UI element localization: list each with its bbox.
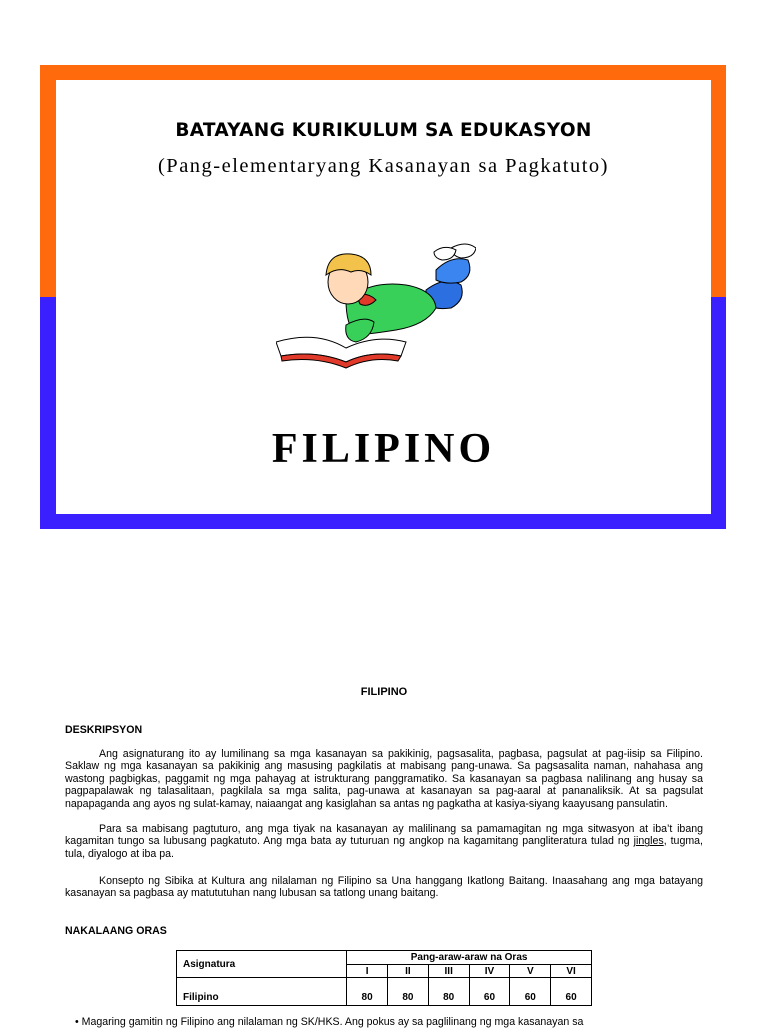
section-heading-deskripsyon: DESKRIPSYON	[65, 724, 143, 736]
cover-frame	[40, 65, 726, 529]
document-title: FILIPINO	[360, 686, 408, 698]
hours-table	[176, 950, 592, 1006]
section-heading-nakalaang-oras: NAKALAANG ORAS	[65, 925, 167, 937]
grade-header: V	[510, 965, 551, 978]
cover-subject-title: FILIPINO	[271, 426, 496, 472]
grade-header: III	[428, 965, 469, 978]
grade-header: IV	[469, 965, 510, 978]
description-paragraph-1	[65, 748, 703, 810]
bullet-note: • Magaring gamitin ng Filipino ang nilalaman ng SK/HKS. Ang pokus ay sa paglilinang ng mga kasanayan sa	[75, 1016, 584, 1028]
minutes-cell: 80	[428, 978, 469, 1006]
table-header-daily-hours: Pang-araw-araw na Oras	[347, 951, 592, 965]
minutes-cell: 60	[469, 978, 510, 1006]
table-header-asignatura: Asignatura	[177, 951, 347, 978]
grade-header: VI	[551, 965, 592, 978]
cover-title: BATAYANG KURIKULUM SA EDUKASYON	[175, 120, 592, 141]
jingles-term: jingles	[633, 835, 664, 848]
paragraph-text: Para sa mabisang pagtuturo, ang mga tiyak na kasanayan ay malilinang sa pamamagitan ng mga sitwasyon at iba’t ibang kagamitan tungo sa lubusang pagkatuto. Ang mga bata ay tuturuan ng angkop na kagamitang pangliteratura tulad ng	[65, 823, 703, 848]
paragraph-text: Konsepto ng Sibika at Kultura ang nilalaman ng Filipino sa Una hanggang Ikatlong Baitang. Inaasahang ang mga batayang kasanayan sa pagbasa ay matututuhan nang lubusan sa tatlong unang baitang.	[65, 875, 703, 900]
grade-header: II	[388, 965, 429, 978]
minutes-cell: 60	[551, 978, 592, 1006]
paragraph-text: Ang asignaturang ito ay lumilinang sa mga kasanayan sa pakikinig, pagsasalita, pagbasa, pagsulat at pag-iisip sa Filipino. Saklaw ng mga kasanayan sa pakikinig ang masusing pagkilatis at mabisang pang-unawa. Sa pagsasalita naman, nahahasa ang wastong pagbigkas, paggamit ng mga pahayag at istrukturang panggramatiko. Sa kasanayan sa pagbasa nalilinang ang husay sa pagpapalawak ng talasalitaan, pagkilala sa mga salita, pag-unawa at kasanayan sa pag-aaral at pananaliksik. At sa pagsulat napapaganda ang ayos ng sulat-kamay, naiaangat ang kasiglahan sa antas ng pagkatha at kasiya-siyang kaayusang pansulatin.	[65, 748, 703, 810]
description-paragraph-2	[65, 823, 703, 860]
table-row	[177, 978, 592, 1006]
cover-subtitle: (Pang-elementaryang Kasanayan sa Pagkatuto)	[157, 155, 609, 177]
boy-reading-illustration	[276, 230, 476, 370]
minutes-cell: 60	[510, 978, 551, 1006]
description-paragraph-3	[65, 875, 703, 900]
cover-panel	[56, 80, 711, 514]
row-label-filipino: Filipino	[177, 978, 347, 1006]
grade-header: I	[347, 965, 388, 978]
paragraph-text: , tugma, tula, diyalogo at iba pa.	[65, 835, 703, 860]
minutes-cell: 80	[388, 978, 429, 1006]
minutes-cell: 80	[347, 978, 388, 1006]
